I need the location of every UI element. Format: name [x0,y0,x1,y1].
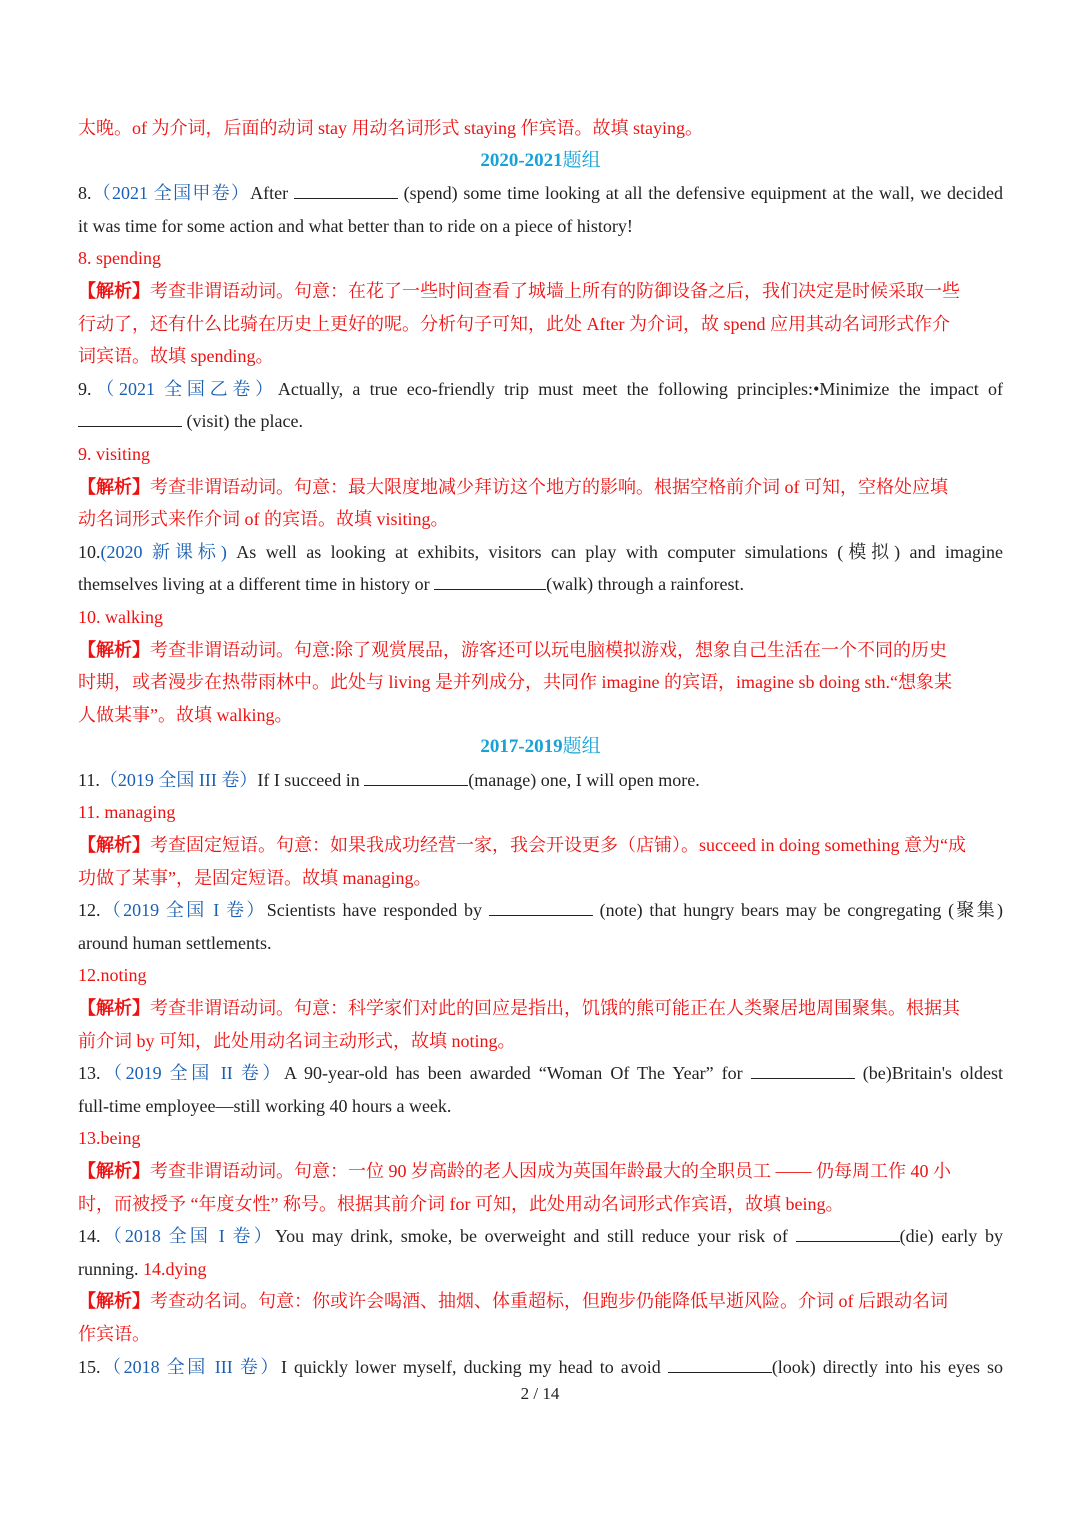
explanation-9-line-2: 动名词形式来作介词 of 的宾语。故填 visiting。 [78,509,449,530]
answer-13: 13.being [78,1128,141,1149]
section-label: 题组 [562,736,601,758]
question-12-line-2: around human settlements. [78,932,272,953]
previous-answer-tail: 太晚。of 为介词，后面的动词 stay 用动名词形式 staying 作宾语。故填 staying。 [78,118,703,138]
section-heading-2020-2021 [78,145,1003,178]
question-text: I quickly lower myself, ducking my head to avoid [280,1356,668,1377]
question-15-line-1 [78,1351,1003,1384]
answer-blank [489,899,593,916]
question-text: If I succeed in [257,769,365,790]
question-text: After [250,183,294,204]
explanation-tag: 【解析】 [78,639,150,660]
question-text: Actually, a true eco-friendly trip must meet the following principles:•Minimize the impact of [277,378,1003,399]
page-content [78,112,1003,1383]
explanation-12-line-1 [78,992,1003,1025]
page-number: 2 / 14 [520,1384,560,1403]
answer-10: 10. walking [78,606,163,627]
question-number: 8. [78,183,92,204]
explanation-12-line-2: 前介词 by 可知，此处用动名词主动形式，故填 noting。 [78,1030,516,1051]
question-source: （2021 全国乙卷） [91,378,278,399]
question-13-line-1 [78,1057,1003,1090]
question-source: （2019 全国 I 卷） [100,900,267,921]
question-13-line-2: full-time employee—still working 40 hours a week. [78,1095,452,1116]
explanation-tag: 【解析】 [78,280,150,301]
explanation-13-line-2: 时，而被授予 “年度女性” 称号。根据其前介词 for 可知，此处用动名词形式作宾语，故填 being。 [78,1193,844,1214]
question-text: (die) early by [899,1226,1004,1247]
question-8-line-2: it was time for some action and what better than to ride on a piece of history! [78,215,633,236]
explanation-tag: 【解析】 [78,1161,150,1181]
explanation-text: 考查动名词。句意：你或许会喝酒、抽烟、体重超标，但跑步仍能降低早逝风险。介词 of 后跟动名词 [150,1291,948,1312]
explanation-tag: 【解析】 [78,998,150,1019]
answer-blank [294,182,398,199]
answer-12: 12.noting [78,965,147,986]
explanation-9-line-1 [78,471,1003,504]
answer-blank [751,1062,855,1079]
question-text: (spend) some time looking at all the defensive equipment at the wall, we decided [397,183,1003,204]
question-text: (be)Britain's oldest [854,1063,1003,1084]
question-text: A 90-year-old has been awarded “Woman Of The Year” for [283,1063,751,1084]
answer-blank [668,1356,772,1373]
question-number: 9. [78,378,92,399]
question-source: （2021 全国甲卷） [91,183,251,204]
explanation-tag: 【解析】 [78,1291,150,1312]
explanation-text: 考查非谓语动词。句意：在花了一些时间查看了城墙上所有的防御设备之后，我们决定是时候采取一些 [150,280,960,301]
question-12-line-1 [78,894,1003,927]
explanation-13-line-1 [78,1155,1003,1188]
answer-blank [796,1225,900,1242]
answer-blank [434,573,546,590]
section-year: 2020-2021 [480,149,563,171]
question-source: （2018 全国 III 卷） [100,1356,281,1377]
section-heading-2017-2019 [78,731,1003,764]
answer-blank [364,769,468,786]
answer-blank [78,410,182,427]
explanation-text: 考查非谓语动词。句意：最大限度地减少拜访这个地方的影响。根据空格前介词 of 可知，空格处应填 [150,476,948,497]
question-source: (2020 新课标) [100,541,227,562]
explanation-8-line-1 [78,275,1003,308]
question-text: running. [78,1258,143,1279]
question-text: (note) that hungry bears may be congregating (聚集) [592,900,1003,921]
question-text: (walk) through a rainforest. [546,574,745,595]
question-10-line-2 [78,568,1003,601]
answer-11: 11. managing [78,802,176,823]
explanation-text: 考查固定短语。句意：如果我成功经营一家，我会开设更多（店铺）。succeed in doing something 意为“成 [150,835,966,856]
question-8-line-1 [78,177,1003,210]
explanation-tag: 【解析】 [78,476,150,497]
explanation-10-line-1 [78,634,1003,667]
explanation-text: 考查非谓语动词。句意：一位 90 岁高龄的老人因成为英国年龄最大的全职员工 —— 仍每周工作 40 小 [150,1161,951,1181]
question-number: 13. [78,1063,101,1084]
question-text: As well as looking at exhibits, visitors can play with computer simulations (模拟) and imagine [236,541,1003,562]
question-source: （2018 全国 I 卷） [100,1226,275,1247]
section-year: 2017-2019 [480,736,563,758]
explanation-14-line-2: 作宾语。 [78,1323,150,1344]
explanation-text: 考查非谓语动词。句意：科学家们对此的回应是指出，饥饿的熊可能正在人类聚居地周围聚集。根据其 [150,998,960,1019]
answer-9: 9. visiting [78,443,151,464]
answer-8: 8. spending [78,248,161,269]
question-source: （2019 全国 II 卷） [100,1063,284,1084]
question-text: themselves living at a different time in history or [78,574,435,595]
question-10-line-1 [78,536,1003,569]
explanation-11-line-2: 功做了某事”，是固定短语。故填 managing。 [78,867,432,888]
answer-14: 14.dying [143,1258,207,1279]
question-text: (manage) one, I will open more. [468,769,700,790]
explanation-11-line-1 [78,829,1003,862]
explanation-8-line-2: 行动了，还有什么比骑在历史上更好的呢。分析句子可知，此处 After 为介词，故 spend 应用其动名词形式作介 [78,313,950,334]
question-text: (look) directly into his eyes so [771,1356,1004,1377]
question-14-line-2 [78,1253,1003,1286]
question-9-line-2 [78,405,1003,438]
question-text: You may drink, smoke, be overweight and still reduce your risk of [274,1226,796,1247]
question-text: (visit) the place. [182,411,303,432]
question-11-line-1 [78,764,1003,797]
question-9-line-1 [78,373,1003,406]
question-number: 10. [78,541,101,562]
explanation-10-line-3: 人做某事”。故填 walking。 [78,704,293,725]
explanation-tag: 【解析】 [78,835,150,856]
question-number: 12. [78,900,101,921]
question-number: 14. [78,1226,101,1247]
question-number: 15. [78,1356,101,1377]
explanation-14-line-1 [78,1285,1003,1318]
question-text: Scientists have responded by [266,900,489,921]
explanation-8-line-3: 词宾语。故填 spending。 [78,346,274,367]
explanation-10-line-2: 时期，或者漫步在热带雨林中。此处与 living 是并列成分，共同作 imagine 的宾语，imagine sb doing sth.“想象某 [78,672,952,693]
question-source: （2019 全国 III 卷） [99,769,258,790]
explanation-text: 考查非谓语动词。句意:除了观赏展品，游客还可以玩电脑模拟游戏，想象自己生活在一个不同的历史 [150,639,947,660]
section-label: 题组 [562,149,601,171]
question-number: 11. [78,769,100,790]
question-14-line-1 [78,1220,1003,1253]
